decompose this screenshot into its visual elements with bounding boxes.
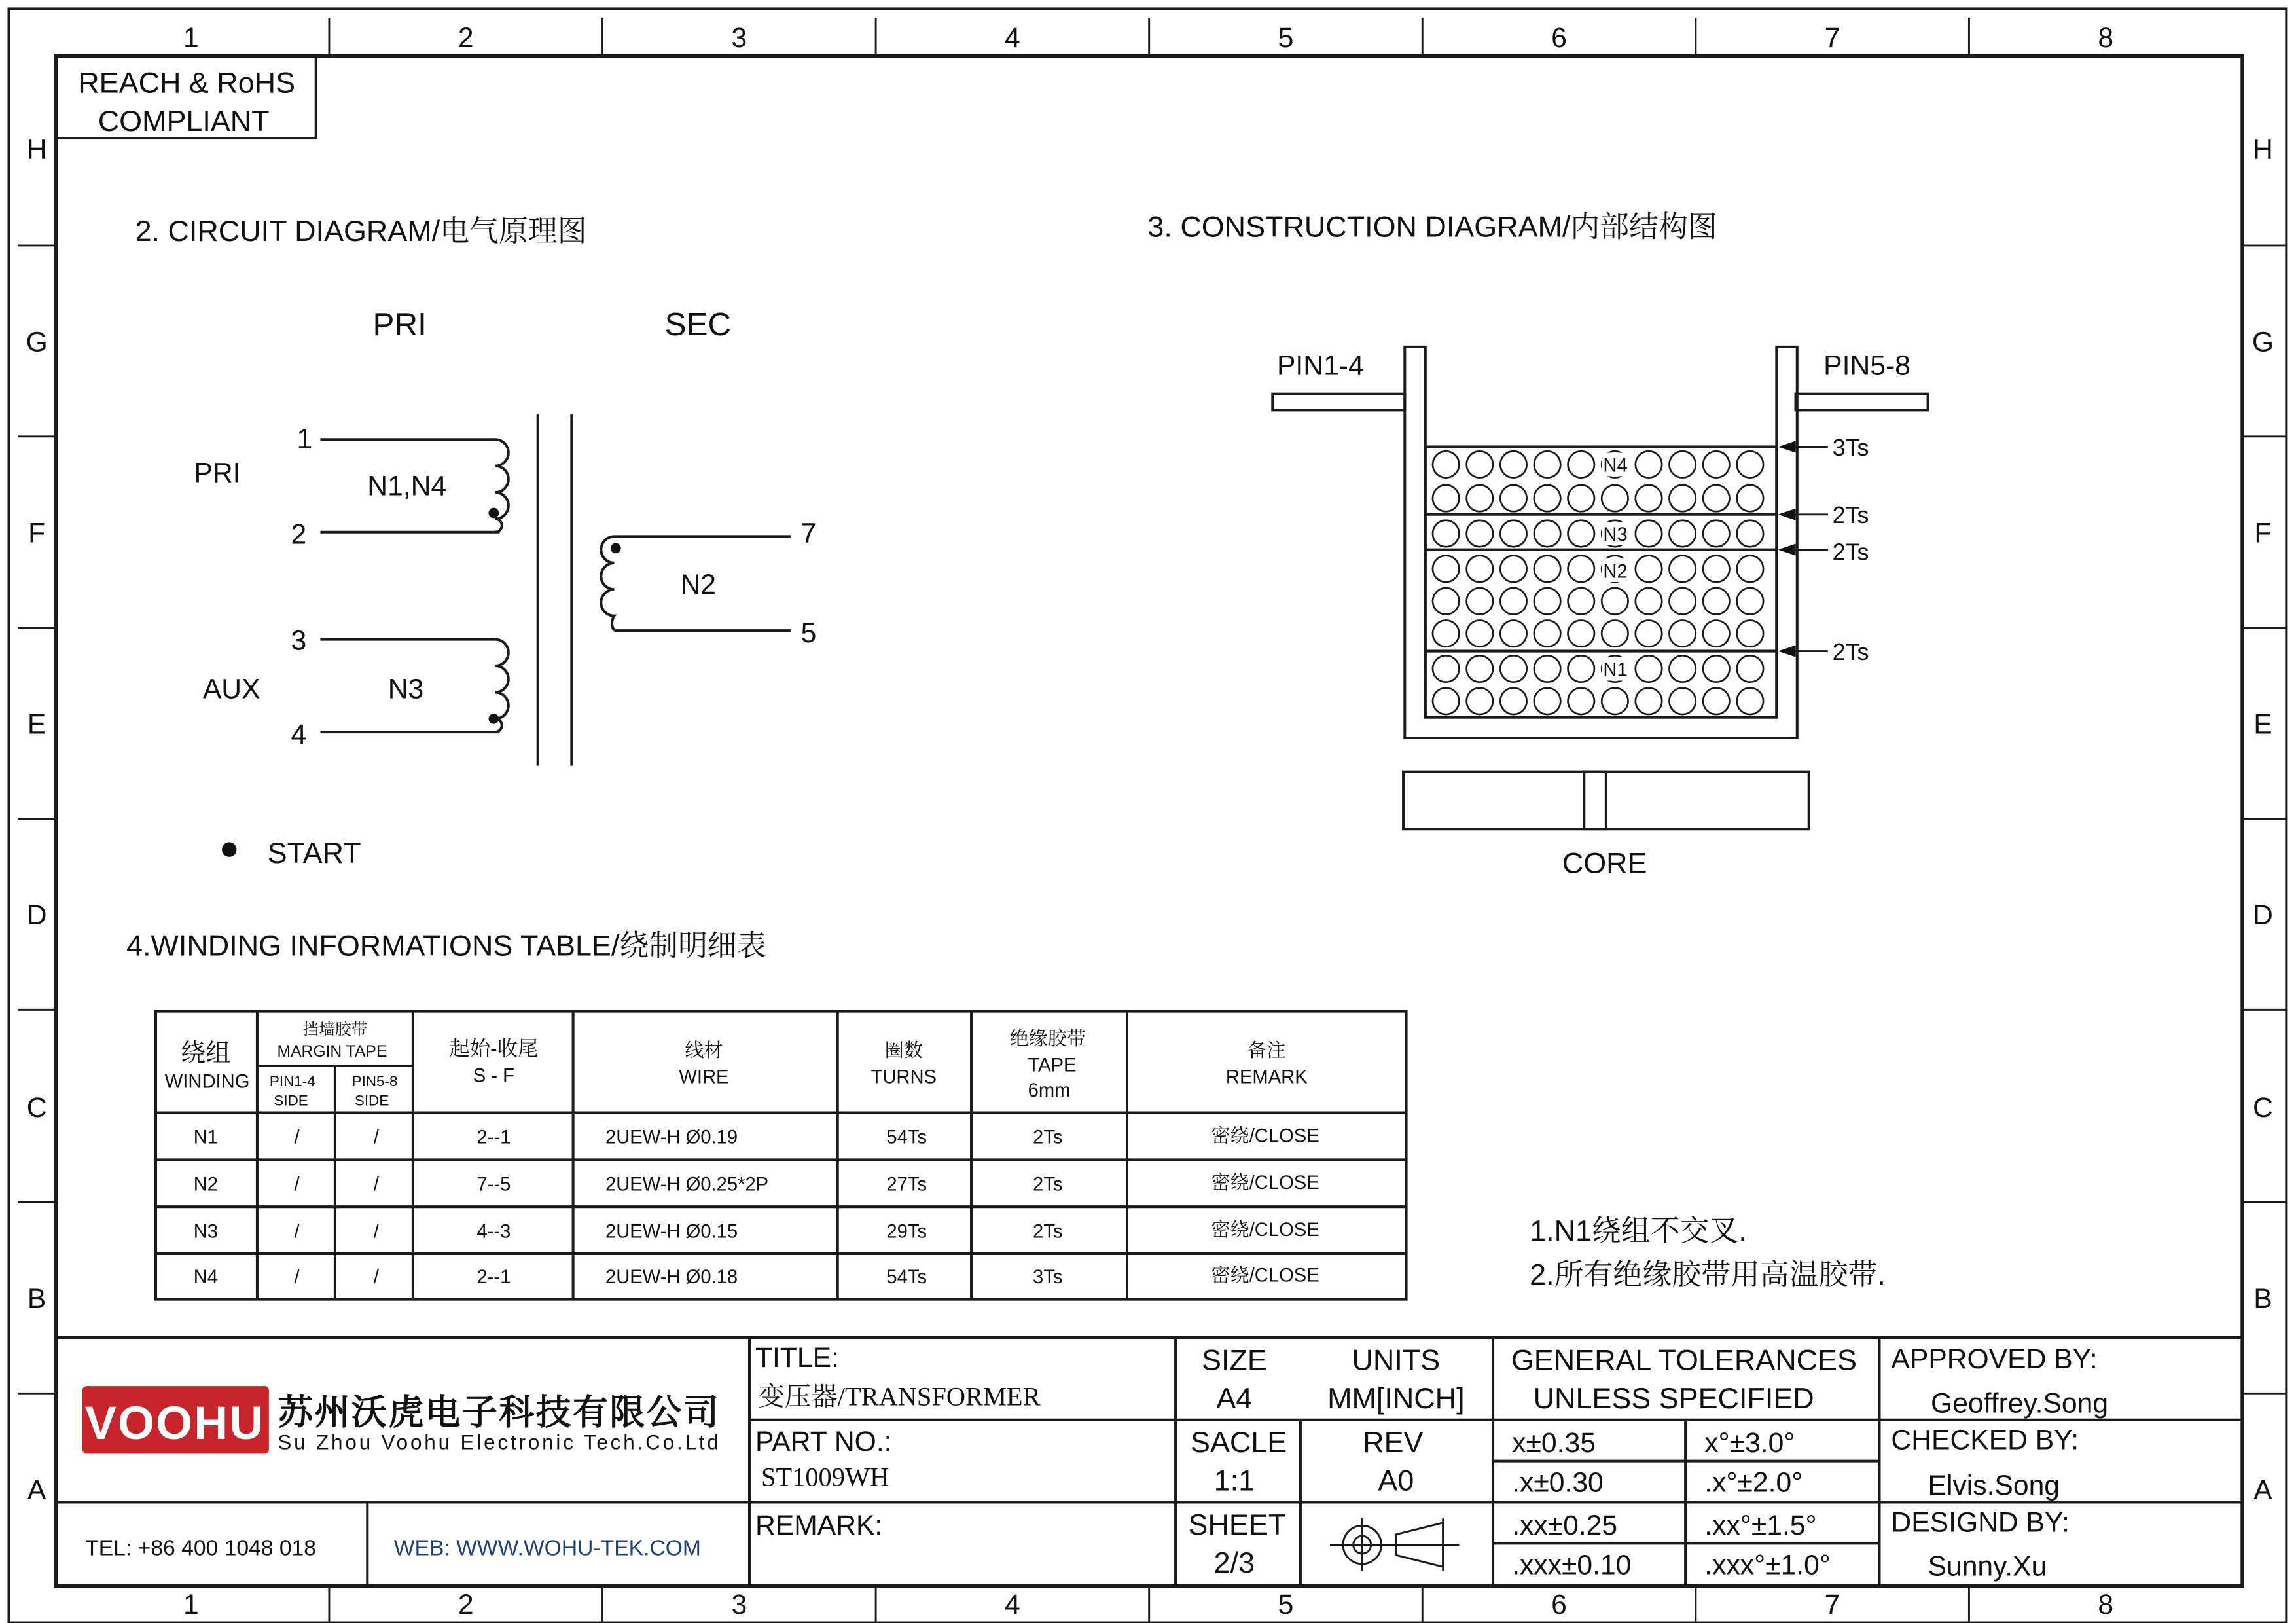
cell-remark: 密绕/CLOSE [1211,1125,1319,1147]
wire-circle [1534,451,1560,477]
row-label: E [27,708,46,740]
row-label: B [2253,1283,2272,1315]
pin-3: 3 [291,625,307,657]
tol-linear-0: x±0.35 [1512,1427,1596,1459]
tol-linear-3: .xxx±0.10 [1512,1549,1632,1581]
start-dot [222,842,236,856]
wire-circle [1602,588,1628,614]
table-row [194,1172,1319,1195]
wire-circle [1433,588,1459,614]
cell-winding: N2 [193,1174,219,1195]
wire-circle [1636,556,1662,582]
wire-circle [1500,485,1526,511]
cell-tape: 2Ts [1033,1174,1063,1195]
cell-remark: 密绕/CLOSE [1211,1220,1319,1241]
wire-circle [1737,588,1763,614]
h-pin58: PIN5-8 [351,1073,398,1090]
wire-circle [1737,620,1763,646]
col-label: 6 [1551,22,1567,54]
cell-wire: 2UEW-H Ø0.19 [605,1127,738,1148]
cell-winding: N4 [193,1266,219,1288]
wire-circle [1737,451,1763,477]
sec-heading: SEC [664,306,732,342]
wire-circle [1500,655,1526,682]
wire-circle [1737,688,1763,714]
pin-2: 2 [291,519,307,551]
wire-circle [1568,556,1594,582]
core-label: CORE [1562,846,1647,880]
approved-label: APPROVED BY: [1891,1343,2098,1376]
cell-margin-1: / [294,1127,300,1148]
aux-label: AUX [202,673,260,705]
pin-4: 4 [291,719,307,751]
row-label: D [26,900,47,932]
col-label: 1 [183,22,199,54]
compliance-line2: COMPLIANT [98,103,270,137]
cell-margin-1: / [294,1174,300,1195]
start-label: START [267,835,361,869]
wire-circle [1467,588,1493,614]
wire-circle [1636,688,1662,714]
wire-circle [1534,485,1560,511]
tolerance-heading-2: UNLESS SPECIFIED [1533,1381,1814,1415]
wire-circle [1500,451,1526,477]
cell-sf: 2--1 [476,1266,511,1288]
wire-circle [1669,588,1695,614]
wire-circle [1433,485,1459,511]
row-label: A [2253,1474,2272,1506]
wire-circle [1467,620,1493,646]
wire-circle [1433,451,1459,477]
cell-turns: 54Ts [886,1127,927,1148]
n3-label: N3 [387,673,424,705]
wire-circle [1500,556,1526,582]
row-label: A [27,1474,46,1506]
part-value: ST1009WH [761,1462,889,1492]
part-label: PART NO.: [755,1425,892,1457]
layer-n3: N3 [1603,524,1628,546]
h-turns-cn: 圈数 [884,1040,923,1062]
wire-circle [1669,556,1695,582]
wire-circle [1703,485,1729,511]
row-label: C [26,1092,47,1124]
wire-circle [1568,451,1594,477]
layer-n1: N1 [1603,659,1628,681]
cell-tape: 2Ts [1033,1127,1063,1148]
cell-tape: 3Ts [1033,1266,1063,1288]
wire-circle [1737,655,1763,682]
h-wire-en: WIRE [679,1067,729,1088]
cell-margin-2: / [373,1127,379,1148]
row-label: D [2253,900,2273,932]
wire-circle [1703,588,1729,614]
cell-margin-1: / [294,1266,300,1288]
pin-5: 5 [800,617,817,649]
h-side-2: SIDE [354,1092,389,1109]
h-margin-cn: 挡墙胶带 [302,1021,368,1039]
cell-sf: 7--5 [476,1174,511,1195]
tape-top: 3Ts [1832,433,1869,461]
wire-circle [1568,655,1594,682]
wire-circle [1568,485,1594,511]
cell-wire: 2UEW-H Ø0.25*2P [605,1174,769,1195]
col-label: 4 [1005,1589,1020,1621]
wire-circle [1568,620,1594,646]
row-label: F [2254,517,2272,549]
title-block [56,1338,2242,1586]
note-1: 1.N1绕组不交叉. [1530,1213,1747,1247]
h-turns-en: TURNS [870,1067,937,1088]
pin-left-label: PIN1-4 [1277,350,1364,382]
wire-circle [1703,655,1729,682]
drawing-frame [9,9,2287,1622]
wire-circle [1433,520,1459,547]
checked-value: Elvis.Song [1928,1470,2060,1502]
wire-circle [1703,556,1729,582]
cell-turns: 29Ts [886,1221,927,1243]
approved-value: Geoffrey.Song [1931,1387,2109,1419]
h-side-1: SIDE [274,1092,308,1109]
note-2: 2.所有绝缘胶带用高温胶带. [1530,1258,1886,1292]
units-value: MM[INCH] [1327,1381,1465,1415]
construction-title: 3. CONSTRUCTION DIAGRAM/内部结构图 [1147,210,1717,244]
h-pin14: PIN1-4 [269,1073,315,1090]
h-tape-mm: 6mm [1028,1080,1071,1101]
cell-margin-2: / [373,1266,379,1288]
wire-circle [1467,556,1493,582]
h-tape-en: TAPE [1028,1055,1077,1076]
wire-circle [1636,588,1662,614]
wire-circle [1703,451,1729,477]
scale-label: SACLE [1191,1425,1287,1459]
row-label: B [27,1283,46,1315]
h-winding-en: WINDING [164,1071,250,1093]
cell-tape: 2Ts [1033,1221,1063,1243]
circuit-title: 2. CIRCUIT DIAGRAM/电气原理图 [135,214,587,248]
notes [1530,1214,1886,1291]
wire-circle [1467,451,1493,477]
wire-circle [1433,688,1459,714]
compliance-badge [56,56,315,138]
wire-circle [1534,620,1560,646]
title-label: TITLE: [755,1341,839,1374]
h-sf-en: S - F [473,1065,514,1087]
wire-circle [1602,485,1628,511]
cell-wire: 2UEW-H Ø0.15 [605,1221,738,1243]
cell-margin-2: / [373,1174,379,1195]
wire-circle [1500,588,1526,614]
size-value: A4 [1216,1381,1253,1415]
circuit-diagram [135,214,817,869]
cell-winding: N1 [193,1127,219,1148]
logo-text: VOOHU [84,1396,265,1450]
col-label: 7 [1824,22,1840,54]
wire-circle [1602,688,1628,714]
table-row [194,1265,1319,1288]
wire-cross-sections [1433,451,1763,714]
col-label: 5 [1278,1589,1294,1621]
wire-circle [1467,655,1493,682]
cell-wire: 2UEW-H Ø0.18 [605,1266,738,1288]
wire-circle [1534,556,1560,582]
wire-circle [1703,688,1729,714]
tel: TEL: +86 400 1048 018 [85,1536,317,1561]
dot-n3 [489,714,499,724]
tape-4: 2Ts [1832,638,1869,666]
h-sf-cn: 起始-收尾 [449,1036,539,1060]
row-label: G [2251,326,2274,358]
company-name-en: Su Zhou Voohu Electronic Tech.Co.Ltd [278,1431,719,1454]
cell-remark: 密绕/CLOSE [1211,1173,1319,1194]
wire-circle [1669,485,1695,511]
layer-n2: N2 [1603,561,1628,583]
col-label: 3 [731,1589,747,1621]
dot-n2 [611,543,621,554]
col-label: 5 [1278,22,1294,54]
cell-margin-1: / [294,1221,300,1243]
checked-label: CHECKED BY: [1891,1424,2079,1456]
tol-linear-1: .x±0.30 [1512,1467,1604,1499]
scale-value: 1:1 [1213,1463,1255,1497]
h-winding-cn: 绕组 [181,1038,231,1067]
wire-circle [1467,520,1493,547]
n2-label: N2 [680,569,717,601]
cell-sf: 2--1 [476,1127,511,1148]
remark-label: REMARK: [755,1509,883,1541]
wire-circle [1737,520,1763,547]
tape-2: 2Ts [1832,501,1869,529]
wire-circle [1669,688,1695,714]
h-remark-en: REMARK [1225,1067,1308,1088]
tol-angle-1: .x°±2.0° [1704,1467,1803,1499]
col-label: 8 [2098,22,2114,54]
wire-circle [1500,688,1526,714]
dot-n1 [489,508,499,519]
wire-circle [1636,655,1662,682]
size-label: SIZE [1202,1343,1267,1377]
pin-right-label: PIN5-8 [1823,350,1910,382]
pri-heading: PRI [372,306,427,342]
wire-circle [1467,485,1493,511]
cell-sf: 4--3 [476,1221,511,1243]
table-row [194,1125,1319,1148]
tol-angle-0: x°±3.0° [1704,1427,1795,1459]
wire-circle [1500,620,1526,646]
tol-angle-2: .xx°±1.5° [1704,1509,1817,1541]
cell-turns: 54Ts [886,1266,927,1288]
cell-turns: 27Ts [886,1174,927,1195]
col-label: 1 [183,1589,199,1621]
tol-angle-3: .xxx°±1.0° [1704,1549,1831,1581]
wire-circle [1737,485,1763,511]
row-label: H [26,134,47,166]
wire-circle [1669,620,1695,646]
wire-circle [1703,620,1729,646]
company-name-cn: 苏州沃虎电子科技有限公司 [278,1393,719,1432]
wire-circle [1568,588,1594,614]
wire-circle [1500,520,1526,547]
wire-circle [1636,485,1662,511]
pin-1: 1 [296,423,313,455]
pin-7: 7 [800,517,817,549]
col-label: 2 [457,1589,474,1621]
designed-value: Sunny.Xu [1928,1550,2047,1582]
cell-remark: 密绕/CLOSE [1211,1265,1319,1286]
wire-circle [1636,451,1662,477]
h-wire-cn: 线材 [685,1040,723,1062]
designed-label: DESIGND BY: [1891,1506,2070,1539]
row-label: F [28,517,46,549]
tape-3: 2Ts [1832,538,1869,566]
col-label: 3 [731,22,747,54]
compliance-line1: REACH & RoHS [78,65,296,100]
row-label: C [2253,1092,2273,1124]
wire-circle [1669,520,1695,547]
wire-circle [1534,655,1560,682]
col-label: 4 [1005,22,1020,54]
sheet-label: SHEET [1188,1507,1287,1541]
wire-circle [1568,520,1594,547]
units-label: UNITS [1352,1343,1441,1377]
projection-symbol-icon [1330,1518,1460,1571]
wire-circle [1636,620,1662,646]
web: WEB: WWW.WOHU-TEK.COM [393,1536,701,1561]
wire-circle [1534,688,1560,714]
cell-margin-2: / [373,1221,379,1243]
rev-value: A0 [1378,1463,1414,1497]
h-remark-cn: 备注 [1247,1040,1286,1062]
cell-winding: N3 [193,1221,219,1243]
n1n4-label: N1,N4 [367,470,447,502]
col-label: 6 [1551,1589,1567,1621]
wire-circle [1568,688,1594,714]
table-title: 4.WINDING INFORMATIONS TABLE/绕制明细表 [126,928,766,962]
wire-circle [1534,588,1560,614]
wire-circle [1433,655,1459,682]
col-label: 8 [2098,1589,2114,1621]
pri-label: PRI [194,457,241,489]
core-shape [1403,772,1809,830]
winding-table [126,928,1406,1299]
construction-diagram [1147,210,1928,879]
wire-circle [1433,556,1459,582]
row-label: G [26,326,48,358]
col-label: 7 [1824,1589,1840,1621]
row-label: H [2253,134,2273,166]
wire-circle [1636,520,1662,547]
wire-circle [1534,520,1560,547]
wire-circle [1703,520,1729,547]
h-tape-cn: 绝缘胶带 [1009,1029,1086,1050]
col-label: 2 [457,22,474,54]
table-row [194,1219,1319,1242]
tol-linear-2: .xx±0.25 [1512,1509,1618,1541]
sheet-value: 2/3 [1213,1546,1255,1580]
wire-circle [1737,556,1763,582]
tolerance-heading-1: GENERAL TOLERANCES [1511,1343,1857,1377]
h-margin-en: MARGIN TAPE [277,1043,387,1061]
wire-circle [1602,620,1628,646]
wire-circle [1467,688,1493,714]
company-logo [82,1386,269,1453]
row-label: E [2253,708,2272,740]
title-value: 变压器/TRANSFORMER [758,1381,1041,1412]
rev-label: REV [1363,1425,1424,1459]
layer-n4: N4 [1603,455,1628,477]
wire-circle [1669,451,1695,477]
wire-circle [1433,620,1459,646]
wire-circle [1669,655,1695,682]
